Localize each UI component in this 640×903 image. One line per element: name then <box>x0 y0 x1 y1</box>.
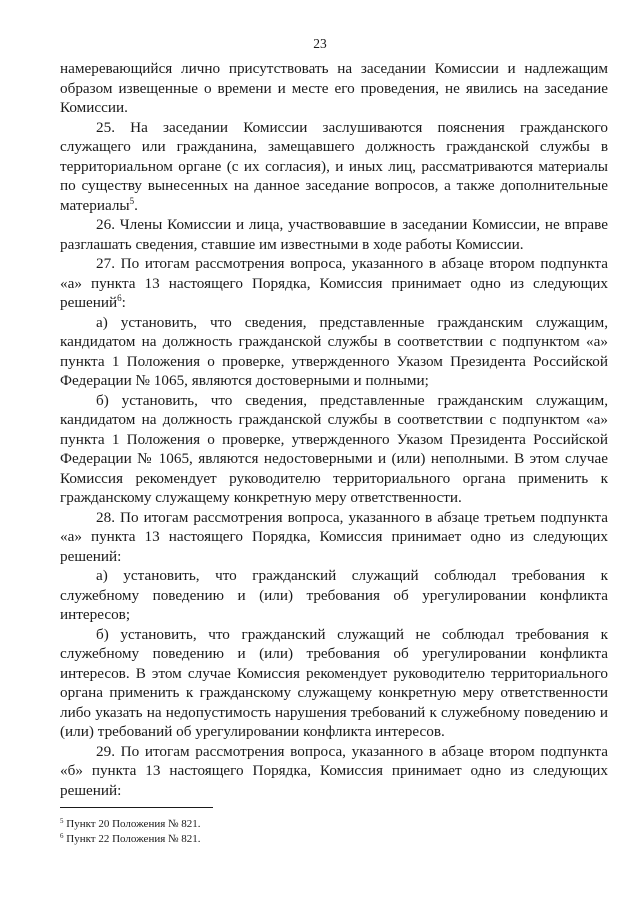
document-body <box>60 59 608 800</box>
footnote-ref[interactable]: 6 <box>117 293 122 303</box>
footnotes <box>60 817 608 847</box>
paragraph-27-b: б) установить, что сведения, представленные гражданским служащим, кандидатом на должность гражданской службы в соответствии с подпунктом «а» пункта 1 Положения о проверке, утвержденного Указом Президента Российской Федерации № 1065, являются недостоверными и (или) неполными. В этом случае Комиссия рекомендует руководителю территориального органа применить к гражданскому служащему конкретную меру ответственности. <box>60 391 608 506</box>
paragraph: намеревающийся лично присутствовать на заседании Комиссии и надлежащим образом извещенные о времени и месте его проведения, не явились на заседание Комиссии. <box>60 60 608 116</box>
paragraph-25: 25. На заседании Комиссии заслушиваются пояснения гражданского служащего или гражданина, замещавшего должность гражданской службы в территориальном органе (с их согласия), и иных лиц, рассматриваются материалы по существу вынесенных на данное заседание вопросов, а также дополнительные материалы$^5$. <box>60 118 608 214</box>
paragraph-27-a: а) установить, что сведения, представленные гражданским служащим, кандидатом на должность гражданской службы в соответствии с подпунктом «а» пункта 1 Положения о проверке, утвержденного Указом Президента Российской Федерации № 1065, являются достоверными и полными; <box>60 313 608 389</box>
footnote-divider <box>60 807 213 808</box>
paragraph-29: 29. По итогам рассмотрения вопроса, указанного в абзаце втором подпункта «б» пункта 13 настоящего Порядка, Комиссия принимает одно из следующих решений: <box>60 742 608 799</box>
paragraph-27: 27. По итогам рассмотрения вопроса, указанного в абзаце втором подпункта «а» пункта 13 настоящего Порядка, Комиссия принимает одно из следующих решений$^6$: <box>60 255 608 311</box>
footnote-6: $^6$ Пункт 22 Положения № 821. <box>60 832 201 845</box>
paragraph-28-b: б) установить, что гражданский служащий не соблюдал требования к служебному поведению и (или) требования об урегулировании конфликта интересов. В этом случае Комиссия рекомендует руководителю территориального органа применить к гражданскому служащему конкретную меру ответственности либо указать на недопустимость нарушения требований к служебному поведению и (или) требований об урегулировании конфликта интересов. <box>60 625 608 740</box>
footnote-ref[interactable]: 5 <box>129 195 135 206</box>
paragraph-28: 28. По итогам рассмотрения вопроса, указанного в абзаце третьем подпункта «а» пункта 13 настоящего Порядка, Комиссия принимает одно из следующих решений: <box>60 508 608 565</box>
footnote-5: $^5$ Пункт 20 Положения № 821. <box>60 817 201 830</box>
paragraph-26: 26. Члены Комиссии и лица, участвовавшие в заседании Комиссии, не вправе разглашать сведения, ставшие им известными в ходе работы Комиссии. <box>60 216 608 253</box>
paragraph-28-a: а) установить, что гражданский служащий соблюдал требования к служебному поведению и (или) требования об урегулировании конфликта интересов; <box>60 567 608 623</box>
page-number: 23 <box>313 36 327 51</box>
